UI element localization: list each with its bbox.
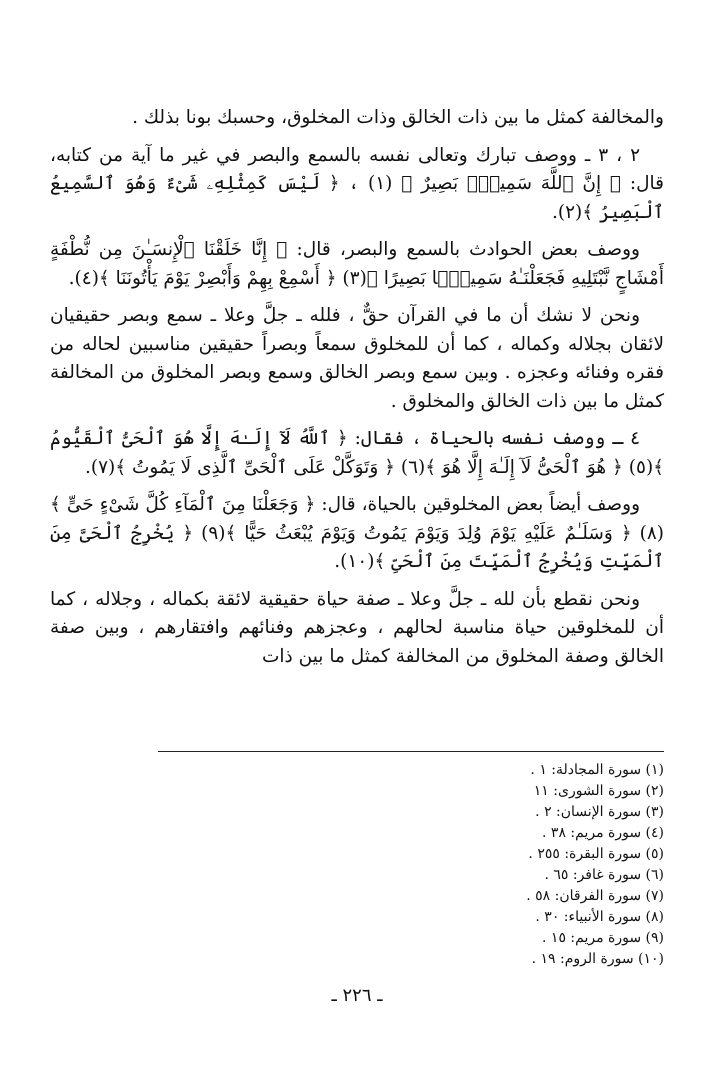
page-number: ـ ٢٢٦ ـ [331, 985, 383, 1006]
footnote-item: (٨) سورة الأنبياء: ٣٠ . [535, 909, 664, 925]
footnote-item: (٦) سورة غافر: ٦٥ . [544, 867, 664, 883]
footnote-divider [158, 751, 664, 752]
paragraph-certainty-life: ونحن نقطع بأن لله ـ جلَّ وعلا ـ صفة حياة حقيقية لائقة بكماله ، وجلاله ، كما أن للمخلوقين حياة مناسبة لحالهم ، وعجزهم وفنائهم وافتقارهم ، وبين صفة الخالق وصفة المخلوق من المخالفة كمثل ما بين ذات [50, 588, 664, 667]
paragraph-creatures-hearing-sight: ووصف بعض الحوادث بالسمع والبصر، قال: ﴿ إِنَّا خَلَقْنَا ٱلْإِنسَـٰنَ مِن نُّطْفَةٍ أَمْشَاجٍ نَّبْتَلِيهِ فَجَعَلْنَـٰهُ سَمِيعًۢا بَصِيرًا ﴾(٣) ﴿ أَسْمِعْ بِهِمْ وَأَبْصِرْ يَوْمَ يَأْتُونَنَا ﴾(٤). [50, 239, 664, 289]
footnote-item: (٩) سورة مريم: ١٥ . [542, 930, 664, 946]
paragraph-life-attribute: ٤ ـ ووصف نفسه بالحياة ، فقال: ﴿ ٱللَّهُ لَآ إِلَـٰهَ إِلَّا هُوَ ٱلْحَىُّ ٱلْقَيُّومُ ﴾(٥) ﴿ هُوَ ٱلْحَىُّ لَآ إِلَـٰهَ إِلَّا هُوَ ﴾(٦) ﴿ وَتَوَكَّلْ عَلَى ٱلْحَىِّ ٱلَّذِى لَا يَمُوتُ ﴾(٧). [50, 428, 664, 478]
footnote-item: (٤) سورة مريم: ٣٨ . [542, 825, 664, 841]
footnote-item: (٢) سورة الشورى: ١١ [533, 783, 664, 799]
footnote-item: (٧) سورة الفرقان: ٥٨ . [526, 888, 664, 904]
footnote-item: (١) سورة المجادلة: ١ . [530, 762, 664, 778]
paragraph-creatures-life: ووصف أيضاً بعض المخلوقين بالحياة، قال: ﴿ وَجَعَلْنَا مِنَ ٱلْمَآءِ كُلَّ شَىْءٍ حَىٍّ ﴾(٨) ﴿ وَسَلَـٰمٌ عَلَيْهِ يَوْمَ وُلِدَ وَيَوْمَ يَمُوتُ وَيَوْمَ يُبْعَثُ حَيًّا ﴾(٩) ﴿ يُخْرِجُ ٱلْحَىَّ مِنَ ٱلْمَيِّتِ وَيُخْرِجُ ٱلْمَيِّتَ مِنَ ٱلْحَىِّ ﴾(١٠). [50, 494, 664, 572]
paragraph-certainty-hearing-sight: ونحن لا نشك أن ما في القرآن حقٌّ ، فلله ـ جلَّ وعلا ـ سمع وبصر حقيقيان لائقان بجلاله وكماله ، كما أن للمخلوق سمعاً وبصراً حقيقين مناسبين لحاله من فقره وفنائه وعجزه . وبين سمع وبصر الخالق وسمع وبصر المخلوق من المخالفة كمثل ما بين ذات الخالق والمخلوق . [50, 305, 664, 412]
main-text [50, 104, 664, 671]
paragraph-continuation: والمخالفة كمثل ما بين ذات الخالق وذات المخلوق، وحسبك بونا بذلك . [132, 107, 664, 128]
footnote-item: (٥) سورة البقرة: ٢٥٥ . [528, 846, 664, 862]
footnote-item: (١٠) سورة الروم: ١٩ . [531, 951, 664, 967]
paragraph-hearing-sight: ٢ ، ٣ ـ ووصف تبارك وتعالى نفسه بالسمع والبصر في غير ما آية من كتابه، قال: ﴿ إِنَّ ٱللَّهَ سَمِيعُۢ بَصِيرٌ ﴾ (١) ، ﴿ لَيْسَ كَمِثْلِهِۦ شَىْءٌ وَهُوَ ٱلسَّمِيعُ ٱلْبَصِيرُ ﴾(٢). [50, 144, 664, 223]
footnote-item: (٣) سورة الإنسان: ٢ . [535, 804, 664, 820]
footnotes-list [300, 760, 664, 970]
